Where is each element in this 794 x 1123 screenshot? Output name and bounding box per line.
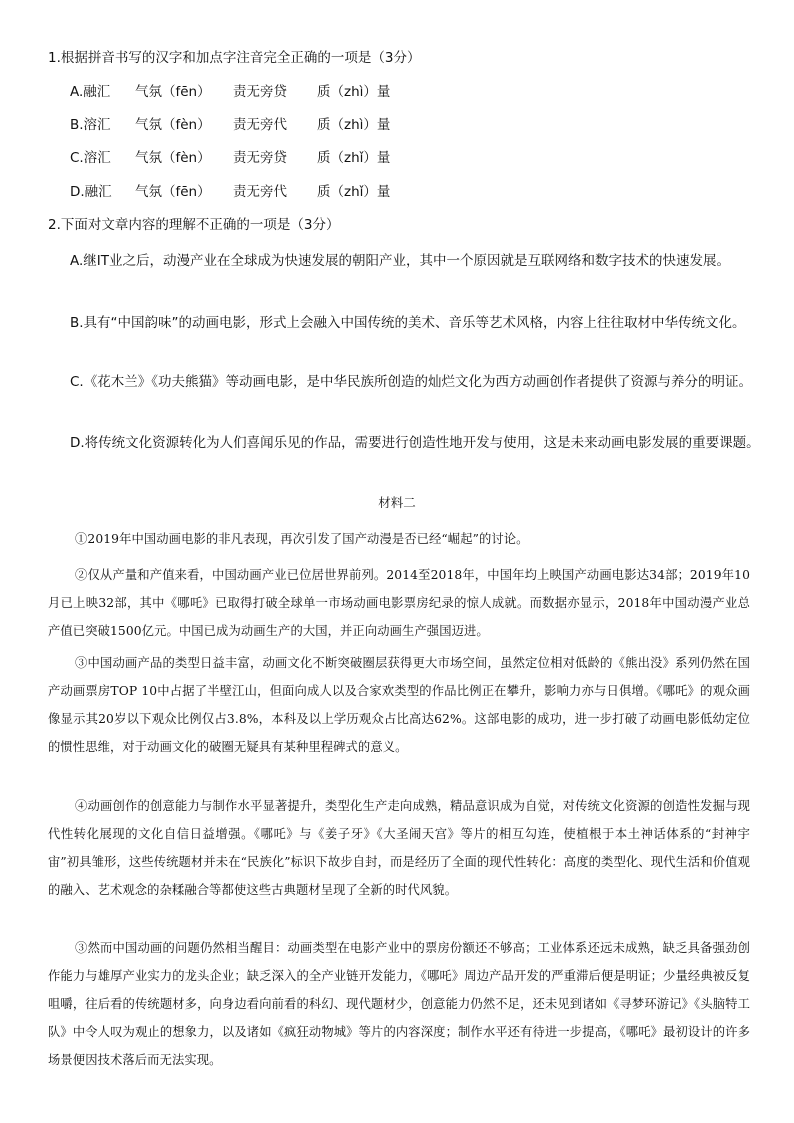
option-word-3: 责无旁贷 [233, 84, 287, 100]
material-paragraph-2: ②仅从产量和产值来看，中国动画产业已位居世界前列。2014至2018年，中国年均上映国产动画电影达34部；2019年10月已上映32部，其中《哪吒》已取得打破全球单一市场动画电影票房纪录的惊人成就。而数据亦显示，2018年中国动漫产业总产值已突破1500亿元。中国已成为动画生产的大国，并正向动画生产强国迈进。 [48, 568, 750, 638]
option-word-4: 质（zhì）量 [317, 117, 391, 133]
material-paragraph-4: ④动画创作的创意能力与制作水平显著提升，类型化生产走向成熟，精品意识成为自觉，对传统文化资源的创造性发掘与现代性转化展现的文化自信日益增强。《哪吒》与《姜子牙》《大圣闹天宫》等片的相互勾连，使植根于本土神话体系的“封神宇宙”初具雏形，这些传统题材并未在“民族化”标识下故步自封，而是经历了全面的现代性转化：高度的类型化、现代生活和价值观的融入、艺术观念的杂糅融合等都使这些古典题材呈现了全新的时代风貌。 [48, 799, 750, 897]
option-word-2: 气氛（fēn） [135, 84, 211, 100]
material-paragraph-3: ③中国动画产品的类型日益丰富，动画文化不断突破圈层获得更大市场空间，虽然定位相对低龄的《熊出没》系列仍然在国产动画票房TOP 10中占据了半壁江山，但面向成人以及合家欢类型的作品比例正在攀升，影响力亦与日俱增。《哪吒》的观众画像显示其20岁以下观众比例仅占3.8%，本科及以上学历观众占比高达62%。这部电影的成功，进一步打破了动画电影低幼定位的惯性思维，对于动画文化的破圈无疑具有某种里程碑式的意义。 [48, 656, 750, 754]
option-label: D.融汇 [70, 184, 112, 200]
material-title: 材料二 [378, 495, 416, 510]
question-2-option-b: B.具有“中国韵味”的动画电影，形式上会融入中国传统的美术、音乐等艺术风格，内容上往往取材中华传统文化。 [70, 315, 746, 331]
option-word-4: 质（zhǐ）量 [317, 184, 391, 200]
option-word-3: 责无旁代 [233, 184, 287, 200]
option-word-4: 质（zhǐ）量 [317, 150, 391, 166]
option-label: A.融汇 [70, 84, 111, 100]
option-word-4: 质（zhì）量 [317, 84, 391, 100]
question-2-option-d: D.将传统文化资源转化为人们喜闻乐见的作品，需要进行创造性地开发与使用，这是未来动画电影发展的重要课题。 [70, 435, 760, 451]
option-word-2: 气氛（fèn） [135, 150, 211, 166]
material-paragraph-1: ①2019年中国动画电影的非凡表现，再次引发了国产动漫是否已经“崛起”的讨论。 [75, 532, 529, 546]
option-word-2: 气氛（fēn） [135, 184, 211, 200]
option-label: C.溶汇 [70, 150, 111, 166]
material-paragraph-5: ③然而中国动画的问题仍然相当醒目：动画类型在电影产业中的票房份额还不够高；工业体系还远未成熟，缺乏具备强劲创作能力与雄厚产业实力的龙头企业；缺乏深入的全产业链开发能力，《哪吒》周边产品开发的严重滞后便是明证；少量经典被反复咀嚼，往后看的传统题材多，向身边看向前看的科幻、现代题材少，创意能力仍然不足，还未见到诸如《寻梦环游记》《头脑特工队》中令人叹为观止的想象力，以及诸如《疯狂动物城》等片的内容深度；制作水平还有待进一步提高，《哪吒》最初设计的许多场景便因技术落后而无法实现。 [48, 941, 750, 1067]
question-1-title: 1.根据拼音书写的汉字和加点字注音完全正确的一项是（3分） [48, 50, 421, 66]
question-2-option-a: A.继IT业之后，动漫产业在全球成为快速发展的朝阳产业，其中一个原因就是互联网络和数字技术的快速发展。 [70, 253, 731, 269]
option-word-3: 责无旁贷 [233, 150, 287, 166]
question-2-option-c: C.《花木兰》《功夫熊猫》等动画电影，是中华民族所创造的灿烂文化为西方动画创作者提供了资源与养分的明证。 [70, 374, 752, 390]
question-2-title: 2.下面对文章内容的理解不正确的一项是（3分） [48, 217, 340, 233]
option-word-2: 气氛（fèn） [135, 117, 211, 133]
option-word-3: 责无旁代 [233, 117, 287, 133]
option-label: B.溶汇 [70, 117, 111, 133]
